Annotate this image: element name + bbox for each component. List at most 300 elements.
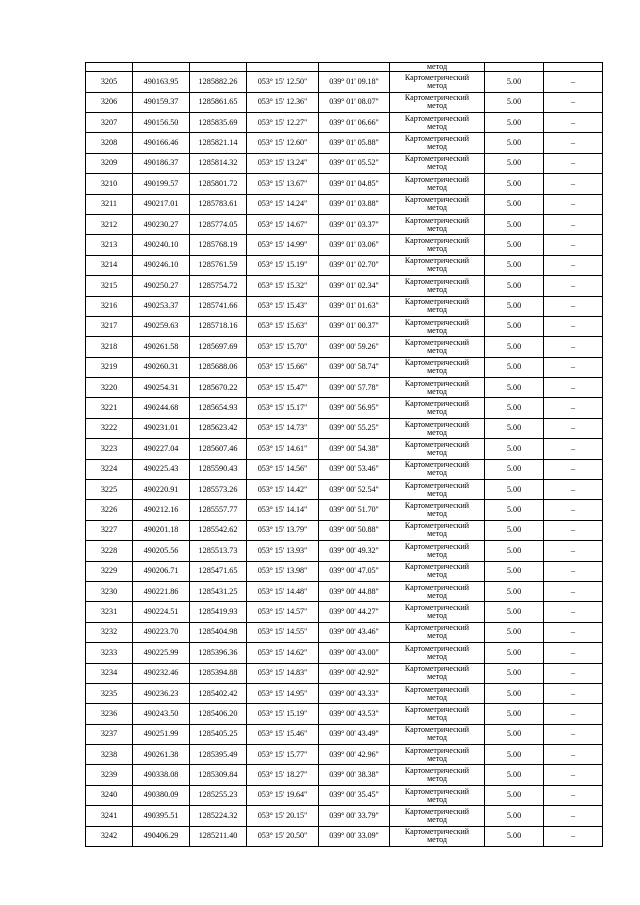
cell-y-coordinate: 1285741.66 — [190, 296, 247, 316]
method-label-line2: метод — [427, 468, 447, 478]
cell-accuracy: 5.00 — [485, 378, 544, 398]
cell-longitude: 039° 00' 57.78" — [319, 378, 390, 398]
cell-note: – — [544, 255, 603, 275]
cell-longitude: 039° 00' 58.74" — [319, 357, 390, 377]
cell-point-number: 3211 — [86, 194, 133, 214]
cell-point-number: 3224 — [86, 459, 133, 479]
table-row — [86, 541, 603, 561]
table-row — [86, 745, 603, 765]
cell-longitude: 039° 00' 44.88" — [319, 581, 390, 601]
cell-point-number: 3242 — [86, 826, 133, 846]
method-label-line1: Картометрический — [404, 134, 470, 144]
cell-note: – — [544, 153, 603, 173]
cell-latitude: 053° 15' 13.93" — [247, 541, 319, 561]
cell-point-number: 3223 — [86, 439, 133, 459]
method-label-line1: Картометрический — [404, 174, 470, 184]
cell-latitude: 053° 15' 15.19" — [247, 255, 319, 275]
cell-accuracy: 5.00 — [485, 602, 544, 622]
cell-y-coordinate: 1285774.05 — [190, 214, 247, 234]
cell-y-coordinate: 1285557.77 — [190, 500, 247, 520]
cell-longitude: 039° 00' 43.46" — [319, 622, 390, 642]
table-row — [86, 337, 603, 357]
cell-latitude: 053° 15' 14.99" — [247, 235, 319, 255]
document-page — [85, 62, 602, 847]
method-label-line2: метод — [427, 774, 447, 784]
cell-latitude: 053° 15' 15.66" — [247, 357, 319, 377]
table-row — [86, 724, 603, 744]
table-row — [86, 398, 603, 418]
cell-longitude: 039° 01' 03.37" — [319, 214, 390, 234]
cell-empty — [86, 63, 133, 72]
method-label-line2: метод — [427, 570, 447, 580]
cell-point-number: 3216 — [86, 296, 133, 316]
method-label-line2: метод — [427, 590, 447, 600]
table-row — [86, 520, 603, 540]
cell-point-number: 3231 — [86, 602, 133, 622]
cell-latitude: 053° 15' 14.83" — [247, 663, 319, 683]
cell-method — [390, 398, 485, 418]
cell-accuracy: 5.00 — [485, 296, 544, 316]
cell-method — [390, 418, 485, 438]
method-label-line1: Картометрический — [404, 93, 470, 103]
method-label-line1: Картометрический — [404, 766, 470, 776]
cell-empty — [190, 63, 247, 72]
cell-x-coordinate: 490260.31 — [133, 357, 190, 377]
table-row — [86, 418, 603, 438]
cell-accuracy: 5.00 — [485, 337, 544, 357]
cell-note: – — [544, 72, 603, 92]
cell-longitude: 039° 00' 43.53" — [319, 704, 390, 724]
cell-longitude: 039° 01' 00.37" — [319, 316, 390, 336]
cell-longitude: 039° 00' 43.33" — [319, 683, 390, 703]
cell-method — [390, 765, 485, 785]
cell-y-coordinate: 1285309.84 — [190, 765, 247, 785]
cell-x-coordinate: 490231.01 — [133, 418, 190, 438]
cell-x-coordinate: 490253.37 — [133, 296, 190, 316]
cell-y-coordinate: 1285396.36 — [190, 643, 247, 663]
table-row — [86, 663, 603, 683]
table-row — [86, 581, 603, 601]
method-label-line2: метод — [427, 651, 447, 661]
method-label-line2: метод — [427, 244, 447, 254]
cell-latitude: 053° 15' 14.62" — [247, 643, 319, 663]
cell-note: – — [544, 643, 603, 663]
cell-y-coordinate: 1285754.72 — [190, 276, 247, 296]
cell-longitude: 039° 01' 02.70" — [319, 255, 390, 275]
cell-accuracy: 5.00 — [485, 581, 544, 601]
cell-x-coordinate: 490166.46 — [133, 133, 190, 153]
cell-accuracy: 5.00 — [485, 357, 544, 377]
cell-latitude: 053° 15' 14.67" — [247, 214, 319, 234]
cell-longitude: 039° 00' 43.00" — [319, 643, 390, 663]
cell-method — [390, 174, 485, 194]
cell-method — [390, 520, 485, 540]
cell-point-number: 3222 — [86, 418, 133, 438]
cell-accuracy: 5.00 — [485, 663, 544, 683]
cell-latitude: 053° 15' 14.14" — [247, 500, 319, 520]
cell-point-number: 3239 — [86, 765, 133, 785]
cell-method — [390, 826, 485, 846]
table-row — [86, 704, 603, 724]
cell-point-number: 3235 — [86, 683, 133, 703]
cell-longitude: 039° 00' 44.27" — [319, 602, 390, 622]
table-row — [86, 112, 603, 132]
method-label-line1: Картометрический — [404, 439, 470, 449]
cell-longitude: 039° 01' 03.88" — [319, 194, 390, 214]
cell-y-coordinate: 1285419.93 — [190, 602, 247, 622]
cell-accuracy: 5.00 — [485, 398, 544, 418]
cell-note: – — [544, 622, 603, 642]
method-label-line1: Картометрический — [404, 419, 470, 429]
table-row — [86, 174, 603, 194]
cell-accuracy: 5.00 — [485, 704, 544, 724]
method-label-line1: Картометрический — [404, 664, 470, 674]
cell-empty — [319, 63, 390, 72]
cell-longitude: 039° 00' 54.38" — [319, 439, 390, 459]
cell-note: – — [544, 541, 603, 561]
cell-x-coordinate: 490261.58 — [133, 337, 190, 357]
cell-longitude: 039° 01' 05.52" — [319, 153, 390, 173]
cell-note: – — [544, 235, 603, 255]
cell-method — [390, 316, 485, 336]
cell-method-continuation: метод — [390, 63, 485, 72]
cell-latitude: 053° 15' 14.95" — [247, 683, 319, 703]
method-label-line2: метод — [427, 488, 447, 498]
cell-method — [390, 500, 485, 520]
cell-latitude: 053° 15' 18.27" — [247, 765, 319, 785]
cell-point-number: 3225 — [86, 480, 133, 500]
method-label-line2: метод — [427, 407, 447, 417]
cell-longitude: 039° 01' 05.88" — [319, 133, 390, 153]
cell-method — [390, 439, 485, 459]
table-row — [86, 276, 603, 296]
cell-x-coordinate: 490240.10 — [133, 235, 190, 255]
table-row — [86, 643, 603, 663]
cell-point-number: 3241 — [86, 806, 133, 826]
cell-accuracy: 5.00 — [485, 459, 544, 479]
cell-method — [390, 785, 485, 805]
cell-note: – — [544, 112, 603, 132]
table-row — [86, 194, 603, 214]
cell-method — [390, 214, 485, 234]
cell-y-coordinate: 1285607.46 — [190, 439, 247, 459]
table-row — [86, 255, 603, 275]
cell-point-number: 3207 — [86, 112, 133, 132]
cell-point-number: 3213 — [86, 235, 133, 255]
table-row — [86, 72, 603, 92]
cell-longitude: 039° 01' 06.66" — [319, 112, 390, 132]
cell-y-coordinate: 1285688.06 — [190, 357, 247, 377]
cell-method — [390, 724, 485, 744]
cell-method — [390, 663, 485, 683]
cell-y-coordinate: 1285861.65 — [190, 92, 247, 112]
cell-accuracy: 5.00 — [485, 276, 544, 296]
cell-latitude: 053° 15' 14.57" — [247, 602, 319, 622]
cell-y-coordinate: 1285406.20 — [190, 704, 247, 724]
cell-x-coordinate: 490236.23 — [133, 683, 190, 703]
cell-note: – — [544, 520, 603, 540]
cell-longitude: 039° 00' 59.26" — [319, 337, 390, 357]
method-label-line1: Картометрический — [404, 582, 470, 592]
cell-accuracy: 5.00 — [485, 765, 544, 785]
cell-point-number: 3238 — [86, 745, 133, 765]
method-label-line1: Картометрический — [404, 725, 470, 735]
cell-method — [390, 378, 485, 398]
method-label-line1: Картометрический — [404, 72, 470, 82]
cell-latitude: 053° 15' 20.50" — [247, 826, 319, 846]
cell-y-coordinate: 1285573.26 — [190, 480, 247, 500]
cell-note: – — [544, 214, 603, 234]
cell-method — [390, 112, 485, 132]
cell-latitude: 053° 15' 14.48" — [247, 581, 319, 601]
cell-latitude: 053° 15' 15.47" — [247, 378, 319, 398]
cell-y-coordinate: 1285821.14 — [190, 133, 247, 153]
method-label-line2: метод — [427, 672, 447, 682]
cell-point-number: 3233 — [86, 643, 133, 663]
cell-note: – — [544, 459, 603, 479]
cell-y-coordinate: 1285697.69 — [190, 337, 247, 357]
method-label-line2: метод — [427, 162, 447, 172]
cell-note: – — [544, 398, 603, 418]
cell-longitude: 039° 00' 38.38" — [319, 765, 390, 785]
table-row — [86, 296, 603, 316]
cell-x-coordinate: 490232.46 — [133, 663, 190, 683]
cell-note: – — [544, 296, 603, 316]
cell-latitude: 053° 15' 14.42" — [247, 480, 319, 500]
cell-point-number: 3215 — [86, 276, 133, 296]
cell-method — [390, 133, 485, 153]
cell-longitude: 039° 00' 55.25" — [319, 418, 390, 438]
cell-method — [390, 235, 485, 255]
cell-x-coordinate: 490338.08 — [133, 765, 190, 785]
cell-accuracy: 5.00 — [485, 826, 544, 846]
cell-note: – — [544, 174, 603, 194]
cell-y-coordinate: 1285882.26 — [190, 72, 247, 92]
cell-method — [390, 92, 485, 112]
cell-longitude: 039° 00' 52.54" — [319, 480, 390, 500]
cell-method — [390, 459, 485, 479]
cell-latitude: 053° 15' 15.32" — [247, 276, 319, 296]
method-label-line1: Картометрический — [404, 154, 470, 164]
cell-latitude: 053° 15' 13.79" — [247, 520, 319, 540]
cell-accuracy: 5.00 — [485, 255, 544, 275]
method-label-line2: метод — [427, 509, 447, 519]
cell-empty — [485, 63, 544, 72]
cell-latitude: 053° 15' 12.27" — [247, 112, 319, 132]
cell-point-number: 3209 — [86, 153, 133, 173]
coordinates-table — [85, 62, 603, 847]
method-label-line2: метод — [427, 264, 447, 274]
method-label-line2: метод — [427, 325, 447, 335]
method-label-line1: Картометрический — [404, 827, 470, 837]
cell-latitude: 053° 15' 15.19" — [247, 704, 319, 724]
cell-accuracy: 5.00 — [485, 683, 544, 703]
cell-empty — [133, 63, 190, 72]
method-label-line1: Картометрический — [404, 317, 470, 327]
cell-latitude: 053° 15' 19.64" — [247, 785, 319, 805]
cell-note: – — [544, 663, 603, 683]
cell-longitude: 039° 00' 35.45" — [319, 785, 390, 805]
cell-accuracy: 5.00 — [485, 316, 544, 336]
method-label-line1: Картометрический — [404, 623, 470, 633]
cell-note: – — [544, 561, 603, 581]
method-label-line2: метод — [427, 345, 447, 355]
cell-point-number: 3234 — [86, 663, 133, 683]
cell-y-coordinate: 1285670.22 — [190, 378, 247, 398]
cell-accuracy: 5.00 — [485, 622, 544, 642]
cell-x-coordinate: 490156.50 — [133, 112, 190, 132]
method-label-line2: метод — [427, 814, 447, 824]
cell-note: – — [544, 357, 603, 377]
cell-latitude: 053° 15' 15.63" — [247, 316, 319, 336]
method-label-line2: метод — [427, 549, 447, 559]
method-label-line1: Картометрический — [404, 643, 470, 653]
cell-longitude: 039° 00' 33.09" — [319, 826, 390, 846]
cell-accuracy: 5.00 — [485, 500, 544, 520]
cell-longitude: 039° 01' 08.07" — [319, 92, 390, 112]
table-row — [86, 500, 603, 520]
cell-accuracy: 5.00 — [485, 724, 544, 744]
method-label-line1: Картометрический — [404, 337, 470, 347]
method-label-line1: Картометрический — [404, 236, 470, 246]
cell-y-coordinate: 1285718.16 — [190, 316, 247, 336]
method-label-line2: метод — [427, 121, 447, 131]
cell-x-coordinate: 490221.86 — [133, 581, 190, 601]
cell-y-coordinate: 1285761.59 — [190, 255, 247, 275]
cell-method — [390, 541, 485, 561]
cell-x-coordinate: 490220.91 — [133, 480, 190, 500]
cell-method — [390, 622, 485, 642]
cell-method — [390, 255, 485, 275]
table-row — [86, 480, 603, 500]
table-row — [86, 765, 603, 785]
cell-note: – — [544, 133, 603, 153]
cell-y-coordinate: 1285405.25 — [190, 724, 247, 744]
cell-accuracy: 5.00 — [485, 214, 544, 234]
cell-accuracy: 5.00 — [485, 153, 544, 173]
method-label-line2: метод — [427, 692, 447, 702]
cell-latitude: 053° 15' 14.56" — [247, 459, 319, 479]
cell-note: – — [544, 194, 603, 214]
cell-point-number: 3205 — [86, 72, 133, 92]
cell-y-coordinate: 1285835.69 — [190, 112, 247, 132]
cell-latitude: 053° 15' 15.70" — [247, 337, 319, 357]
table-row — [86, 92, 603, 112]
method-label-line1: Картометрический — [404, 256, 470, 266]
cell-method — [390, 72, 485, 92]
cell-note: – — [544, 439, 603, 459]
cell-x-coordinate: 490225.43 — [133, 459, 190, 479]
cell-y-coordinate: 1285814.32 — [190, 153, 247, 173]
method-label-line2: метод — [427, 203, 447, 213]
cell-note: – — [544, 785, 603, 805]
cell-accuracy: 5.00 — [485, 133, 544, 153]
cell-note: – — [544, 704, 603, 724]
cell-latitude: 053° 15' 15.43" — [247, 296, 319, 316]
cell-note: – — [544, 724, 603, 744]
method-label-line1: Картометрический — [404, 501, 470, 511]
method-label-line1: Картометрический — [404, 603, 470, 613]
method-label-line2: метод — [427, 366, 447, 376]
cell-accuracy: 5.00 — [485, 235, 544, 255]
method-label-line1: Картометрический — [404, 521, 470, 531]
cell-latitude: 053° 15' 12.60" — [247, 133, 319, 153]
method-label-line2: метод — [427, 223, 447, 233]
cell-note: – — [544, 337, 603, 357]
cell-x-coordinate: 490205.56 — [133, 541, 190, 561]
cell-x-coordinate: 490212.16 — [133, 500, 190, 520]
cell-x-coordinate: 490163.95 — [133, 72, 190, 92]
cell-x-coordinate: 490186.37 — [133, 153, 190, 173]
cell-x-coordinate: 490251.99 — [133, 724, 190, 744]
cell-note: – — [544, 745, 603, 765]
cell-y-coordinate: 1285542.62 — [190, 520, 247, 540]
cell-method — [390, 194, 485, 214]
cell-latitude: 053° 15' 14.24" — [247, 194, 319, 214]
cell-y-coordinate: 1285394.88 — [190, 663, 247, 683]
cell-note: – — [544, 683, 603, 703]
table-row — [86, 235, 603, 255]
cell-y-coordinate: 1285211.40 — [190, 826, 247, 846]
cell-y-coordinate: 1285404.98 — [190, 622, 247, 642]
cell-point-number: 3230 — [86, 581, 133, 601]
cell-note: – — [544, 418, 603, 438]
cell-point-number: 3214 — [86, 255, 133, 275]
cell-x-coordinate: 490246.10 — [133, 255, 190, 275]
cell-note: – — [544, 500, 603, 520]
cell-note: – — [544, 826, 603, 846]
cell-point-number: 3232 — [86, 622, 133, 642]
table-row — [86, 785, 603, 805]
cell-y-coordinate: 1285768.19 — [190, 235, 247, 255]
table-row — [86, 806, 603, 826]
method-label-line1: Картометрический — [404, 297, 470, 307]
cell-latitude: 053° 15' 14.73" — [247, 418, 319, 438]
cell-y-coordinate: 1285402.42 — [190, 683, 247, 703]
cell-point-number: 3237 — [86, 724, 133, 744]
method-label-line1: Картометрический — [404, 786, 470, 796]
cell-note: – — [544, 378, 603, 398]
method-label-line1: Картометрический — [404, 806, 470, 816]
table-row — [86, 459, 603, 479]
cell-y-coordinate: 1285255.23 — [190, 785, 247, 805]
table-row-continuation — [86, 63, 603, 72]
cell-note: – — [544, 316, 603, 336]
method-label-line1: Картометрический — [404, 399, 470, 409]
cell-accuracy: 5.00 — [485, 541, 544, 561]
cell-point-number: 3212 — [86, 214, 133, 234]
table-row — [86, 602, 603, 622]
cell-x-coordinate: 490254.31 — [133, 378, 190, 398]
table-row — [86, 153, 603, 173]
cell-y-coordinate: 1285224.32 — [190, 806, 247, 826]
method-label-line1: Картометрический — [404, 358, 470, 368]
cell-longitude: 039° 00' 47.05" — [319, 561, 390, 581]
method-label-line2: метод — [427, 733, 447, 743]
cell-accuracy: 5.00 — [485, 785, 544, 805]
cell-point-number: 3227 — [86, 520, 133, 540]
cell-latitude: 053° 15' 15.77" — [247, 745, 319, 765]
cell-point-number: 3236 — [86, 704, 133, 724]
method-label-line2: метод — [427, 713, 447, 722]
cell-x-coordinate: 490201.18 — [133, 520, 190, 540]
cell-point-number: 3219 — [86, 357, 133, 377]
method-label-line1: Картометрический — [404, 276, 470, 286]
cell-x-coordinate: 490217.01 — [133, 194, 190, 214]
cell-latitude: 053° 15' 13.67" — [247, 174, 319, 194]
cell-longitude: 039° 00' 42.92" — [319, 663, 390, 683]
cell-y-coordinate: 1285654.93 — [190, 398, 247, 418]
